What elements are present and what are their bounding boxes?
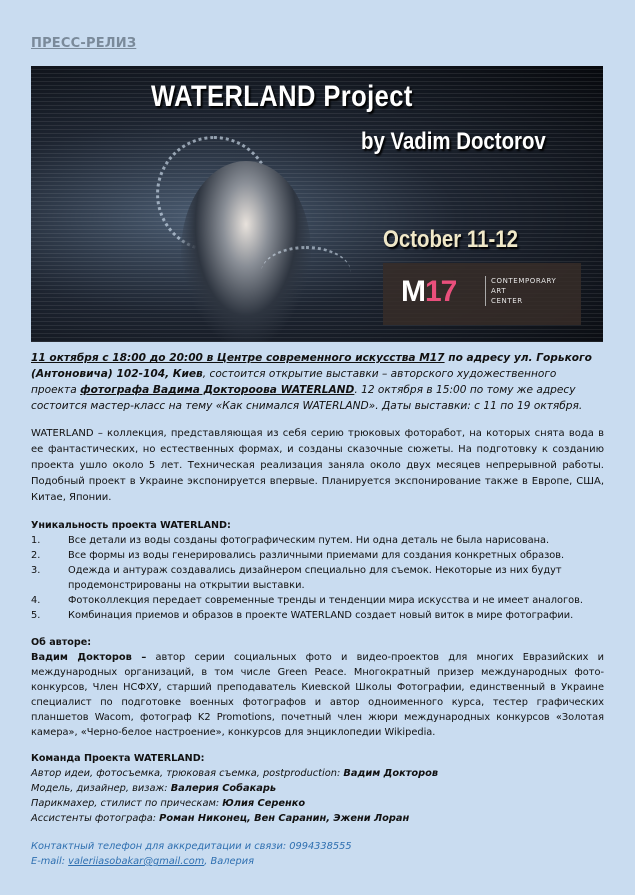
- author-paragraph: [31, 650, 604, 740]
- team-role: Парикмахер, стилист по прическам:: [31, 798, 223, 809]
- water-stream-graphic: [261, 246, 351, 299]
- event-banner-image: [31, 66, 603, 342]
- list-item: [31, 548, 604, 563]
- list-number: 3.: [31, 565, 41, 576]
- logo-line-3: CENTER: [491, 297, 523, 305]
- list-number: 4.: [31, 595, 41, 606]
- logo-line-2: ART: [491, 287, 507, 295]
- team-member: Вадим Докторов: [343, 768, 439, 779]
- logo-number: 17: [425, 275, 457, 308]
- list-number: 2.: [31, 550, 41, 561]
- intro-paragraph: [31, 350, 604, 414]
- team-row: [31, 796, 604, 811]
- banner-title: WATERLAND Project: [151, 80, 413, 113]
- team-role: Модель, дизайнер, визаж:: [31, 783, 171, 794]
- uniqueness-list: [31, 533, 604, 623]
- list-number: 5.: [31, 610, 41, 621]
- author-heading: Об авторе:: [31, 637, 92, 648]
- list-text: Все детали из воды созданы фотографическим путем. Ни одна деталь не была нарисована.: [68, 535, 550, 546]
- list-text: Комбинация приемов и образов в проекте WATERLAND создает новый виток в мире фотографии.: [68, 610, 574, 621]
- team-heading: Команда Проекта WATERLAND:: [31, 753, 205, 764]
- team-row: [31, 781, 604, 796]
- list-item: [31, 533, 604, 548]
- contact-email-line: [31, 854, 604, 869]
- intro-photographer: фотографа Вадима Доктороова WATERLAND: [80, 384, 355, 396]
- list-text: Все формы из воды генерировались различными приемами для создания конкретных образов.: [68, 550, 565, 561]
- m17-logo-mark: [401, 275, 456, 309]
- uniqueness-heading: Уникальность проекта WATERLAND:: [31, 520, 231, 531]
- list-number: 1.: [31, 535, 41, 546]
- team-role: Ассистенты фотографа:: [31, 813, 160, 824]
- team-member: Валерия Собакарь: [170, 783, 277, 794]
- banner-subtitle: by Vadim Doctorov: [361, 128, 546, 155]
- email-label: E-mail:: [31, 856, 69, 867]
- email-link[interactable]: valeriiasobakar@gmail.com: [68, 856, 205, 867]
- team-list: [31, 766, 604, 826]
- team-row: [31, 811, 604, 826]
- banner-dates: October 11-12: [383, 226, 518, 253]
- m17-logo-text: [485, 276, 556, 306]
- email-contact-name: , Валерия: [204, 856, 254, 867]
- list-text: Одежда и антураж создавались дизайнером специально для съемок. Некоторые из них будут продемонстрированы на открытии выставки.: [68, 565, 562, 591]
- intro-text-2: . 12 октября в 15:00 по тому же адресу состоится мастер-класс на тему «Как снимался WATERLAND». Даты выставки: с 11 по 19 октября.: [31, 384, 583, 412]
- logo-letter-m: M: [401, 275, 425, 308]
- m17-logo: [383, 263, 581, 325]
- team-row: [31, 766, 604, 781]
- list-item: [31, 593, 604, 608]
- team-member: Роман Никонец, Вен Саранин, Эжени Лоран: [159, 813, 410, 824]
- team-role: Автор идеи, фотосъемка, трюковая съемка, postproduction:: [31, 768, 344, 779]
- page-title: ПРЕСС-РЕЛИЗ: [31, 36, 137, 51]
- list-text: Фотоколлекция передает современные тренды и тенденции мира искусства и не имеет аналогов.: [68, 595, 583, 606]
- team-member: Юлия Серенко: [222, 798, 306, 809]
- intro-date-venue: 11 октября с 18:00 до 20:00 в Центре современного искусства М17: [31, 352, 445, 364]
- contact-phone: Контактный телефон для аккредитации и связи: 0994338555: [31, 841, 352, 852]
- author-name: Вадим Докторов –: [31, 652, 147, 663]
- description-paragraph: WATERLAND – коллекция, представляющая из себя серию трюковых фоторабот, на которых снята вода в ее фантастических, но естественных формах, и созданы сказочные сюжеты. На подготовку к созданию проекта ушло около 5 лет. Техническая реализация заняла около двух месяцев непрерывной работы. Подобный проект в Украине экспонируется впервые. Планируется экспонирование также в Европе, США, Китае, Японии.: [31, 428, 604, 503]
- intro-text-1: , состоится открытие выставки – авторского художественного проекта: [31, 368, 557, 396]
- intro-address: по адресу ул. Горького (Антоновича) 102-104, Киев: [31, 352, 592, 380]
- list-item: [31, 563, 604, 593]
- author-bio: автор серии социальных фото и видео-проектов для многих Евразийских и международных организаций, в том числе Green Peace. Многократный призер международных фото-конкурсов, Член НСФХУ, старший преподаватель Киевской Школы Фотографии, единственный в Украине специалист по подготовке военных фотографов и автор одноименного курса, тестер графических планшетов Wacom, фотограф K2 Promotions, почетный член жюри международных конкурсов «Золотая камера», «Черно-белое настроение», конкурсов для энциклопедии Wikipedia.: [31, 652, 604, 738]
- list-item: [31, 608, 604, 623]
- logo-line-1: CONTEMPORARY: [491, 277, 557, 285]
